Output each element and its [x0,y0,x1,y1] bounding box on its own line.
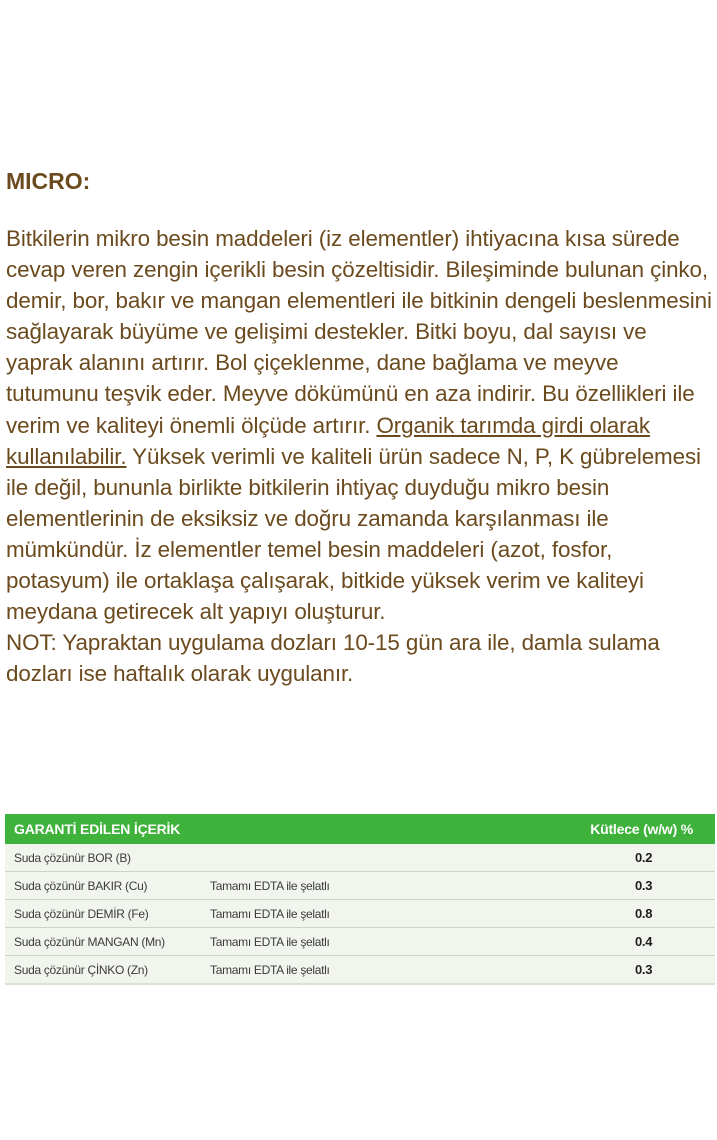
description-text-part1: Bitkilerin mikro besin maddeleri (iz elementler) ihtiyacına kısa sürede cevap veren zengin içerikli besin çözeltisidir. Bileşiminde bulunan çinko, demir, bor, bakır ve mangan elementleri ile bitkinin dengeli beslenmesini sağlayarak büyüme ve gelişimi destekler. Bitki boyu, dal sayısı ve yaprak alanını artırır. Bol çiçeklenme, dane bağlama ve meyve tutumunu teşvik eder. Meyve dökümünü en aza indirir. Bu özellikleri ile verim ve kaliteyi önemli ölçüde artırır. [6,226,712,438]
product-description [6,223,715,689]
table-row [5,956,715,983]
table-row [5,900,715,928]
row-element-type: Tamamı EDTA ile şelatlı [210,962,330,977]
table-header-title: GARANTİ EDİLEN İÇERİK [14,821,181,837]
organic-usage-note: Organik tarımda girdi olarak kullanılabilir. [6,412,650,469]
row-element-value: 0.2 [635,850,653,865]
table-header [5,814,715,844]
row-element-value: 0.3 [635,878,653,893]
section-heading: MICRO: [6,168,91,194]
row-element-name: Suda çözünür BOR (B) [14,850,131,865]
table-header-unit: Kütlece (w/w) % [590,821,693,837]
table-row [5,872,715,900]
application-note: NOT: Yapraktan uygulama dozları 10-15 gün ara ile, damla sulama dozları ise haftalık olarak uygulanır. [6,630,660,687]
guaranteed-content-table [5,814,715,985]
row-element-name: Suda çözünür MANGAN (Mn) [14,934,165,949]
row-element-type: Tamamı EDTA ile şelatlı [210,878,330,893]
row-element-name: Suda çözünür ÇİNKO (Zn) [14,962,148,977]
row-element-name: Suda çözünür BAKIR (Cu) [14,878,148,893]
row-element-name: Suda çözünür DEMİR (Fe) [14,906,149,921]
description-text-part2: Yüksek verimli ve kaliteli ürün sadece N, P, K gübrelemesi ile değil, bununla birlikte bitkilerin ihtiyaç duyduğu mikro besin elementlerinin de eksiksiz ve doğru zamanda karşılanması ile mümkündür. İz elementler temel besin maddeleri (azot, fosfor, potasyum) ile ortaklaşa çalışarak, bitkide yüksek verim ve kaliteyi meydana getirecek alt yapıyı oluşturur. [6,443,701,625]
row-element-value: 0.3 [635,962,653,977]
row-element-type: Tamamı EDTA ile şelatlı [210,906,330,921]
table-row [5,844,715,872]
table-row [5,928,715,956]
row-element-value: 0.8 [635,906,653,921]
row-element-value: 0.4 [635,934,653,949]
description-paragraph [6,223,715,627]
row-element-type: Tamamı EDTA ile şelatlı [210,934,330,949]
